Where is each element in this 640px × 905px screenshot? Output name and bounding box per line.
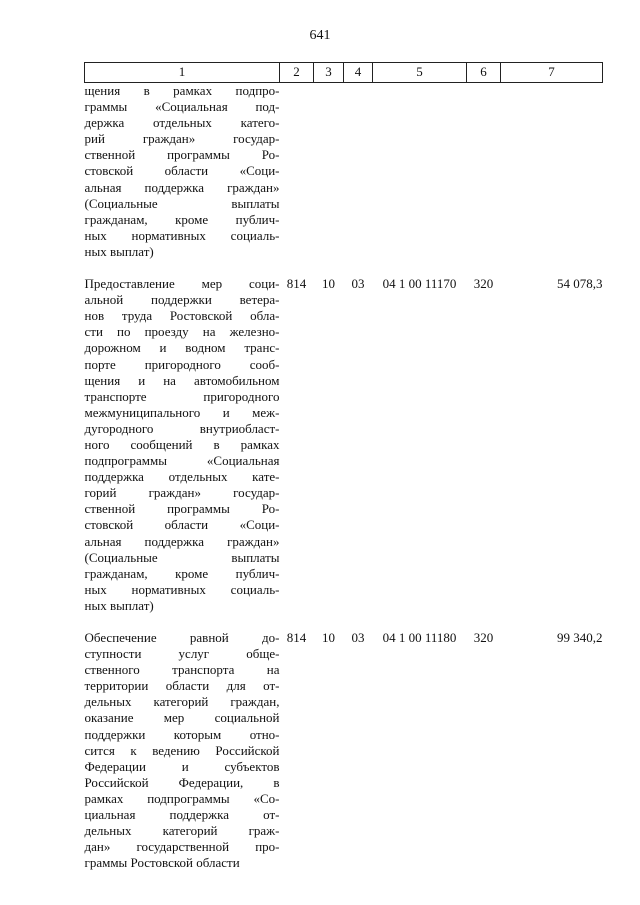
description-line: альная поддержка граждан» (84, 533, 280, 549)
table-body (85, 83, 603, 888)
description-line: дельных категорий граждан, (84, 694, 280, 710)
description-line: циальная поддержка от- (84, 807, 280, 823)
description-line: Российской Федерации, в (84, 774, 280, 790)
description-line: ных нормативных социаль- (84, 227, 280, 243)
description-line: поддержки которым отно- (84, 726, 280, 742)
description-line: поддержка отдельных кате- (84, 469, 280, 485)
description-line: ступности услуг обще- (84, 646, 280, 662)
description-line: стовской области «Соци- (84, 517, 280, 533)
row-description (85, 83, 280, 277)
page-number: 641 (309, 28, 331, 43)
budget-table (84, 62, 603, 887)
description-line: горий граждан» государ- (84, 485, 280, 501)
row-section-code: 10 (322, 630, 335, 645)
table-header (85, 63, 603, 83)
description-line: гражданам, кроме публич- (84, 211, 280, 227)
description-line: Обеспечение равной до- (84, 630, 280, 645)
row-expense-type: 320 (473, 630, 494, 645)
table-row (85, 83, 603, 277)
row-subsection-code: 03 (351, 276, 365, 292)
description-line: ных нормативных социаль- (84, 581, 280, 597)
row-description (85, 276, 280, 630)
description-line: ных выплат) (84, 597, 154, 613)
description-line: дан» государственной про- (84, 839, 280, 855)
row-target-article (373, 83, 467, 277)
description-line: альная поддержка граждан» (84, 179, 280, 195)
description-line: ственной программы Ро- (84, 501, 280, 517)
header-col-2: 2 (280, 63, 314, 83)
table-row (85, 276, 603, 630)
description-line: (Социальные выплаты (84, 195, 280, 211)
description-line: (Социальные выплаты (84, 549, 280, 565)
description-line: Федерации и субъектов (84, 758, 280, 774)
description-line: подпрограммы «Социальная (84, 453, 280, 469)
header-row (85, 63, 603, 83)
row-ministry-code: 814 (286, 276, 307, 292)
description-line: транспорте пригородного (84, 388, 280, 404)
description-line: рамках подпрограммы «Со- (84, 790, 280, 806)
description-line: альной поддержки ветера- (84, 292, 280, 308)
row-description (85, 630, 280, 887)
header-col-3: 3 (314, 63, 344, 83)
header-col-4: 4 (344, 63, 373, 83)
row-target-article: 04 1 00 11170 (382, 276, 457, 292)
header-col-6: 6 (467, 63, 501, 83)
description-line: гражданам, кроме публич- (84, 565, 280, 581)
description-line: дугородного внутриобласт- (84, 420, 280, 436)
description-line: рий граждан» государ- (84, 131, 280, 147)
description-line: ного сообщений в рамках (84, 436, 280, 452)
description-line: оказание мер социальной (84, 710, 280, 726)
description-line: держка отдельных катего- (84, 115, 280, 131)
description-line: стовской области «Соци- (84, 163, 280, 179)
description-line: ных выплат) (84, 243, 154, 259)
row-expense-type (467, 83, 501, 277)
description-line: территории области для от- (84, 678, 280, 694)
row-amount: 99 340,2 (557, 630, 603, 645)
row-ministry-code (280, 83, 314, 277)
description-line: сти по проезду на железно- (84, 324, 280, 340)
header-col-5: 5 (373, 63, 467, 83)
description-line: ственной программы Ро- (84, 147, 280, 163)
row-subsection-code (344, 83, 373, 277)
description-line: сится к ведению Российской (84, 742, 280, 758)
description-line: ственного транспорта на (84, 662, 280, 678)
header-col-7: 7 (501, 63, 603, 83)
description-line: нов труда Ростовской обла- (84, 308, 280, 324)
description-line: щения и на автомобильном (84, 372, 280, 388)
row-target-article: 04 1 00 11180 (382, 630, 457, 645)
description-line: граммы «Социальная под- (84, 99, 280, 115)
row-expense-type: 320 (473, 276, 494, 292)
row-amount: 54 078,3 (557, 276, 603, 292)
row-section-code: 10 (322, 276, 335, 292)
row-subsection-code: 03 (351, 630, 365, 645)
table-row (85, 630, 603, 887)
description-line: дельных категорий граж- (84, 823, 280, 839)
description-line: дорожном и водном транс- (84, 340, 280, 356)
row-section-code (314, 83, 344, 277)
description-line: граммы Ростовской области (84, 855, 240, 871)
row-ministry-code: 814 (286, 630, 307, 645)
description-line: Предоставление мер соци- (84, 276, 280, 292)
row-amount (501, 83, 603, 277)
description-line: межмуниципального и меж- (84, 404, 280, 420)
description-line: порте пригородного сооб- (84, 356, 280, 372)
description-line: щения в рамках подпро- (84, 83, 280, 98)
header-col-1: 1 (85, 63, 280, 83)
